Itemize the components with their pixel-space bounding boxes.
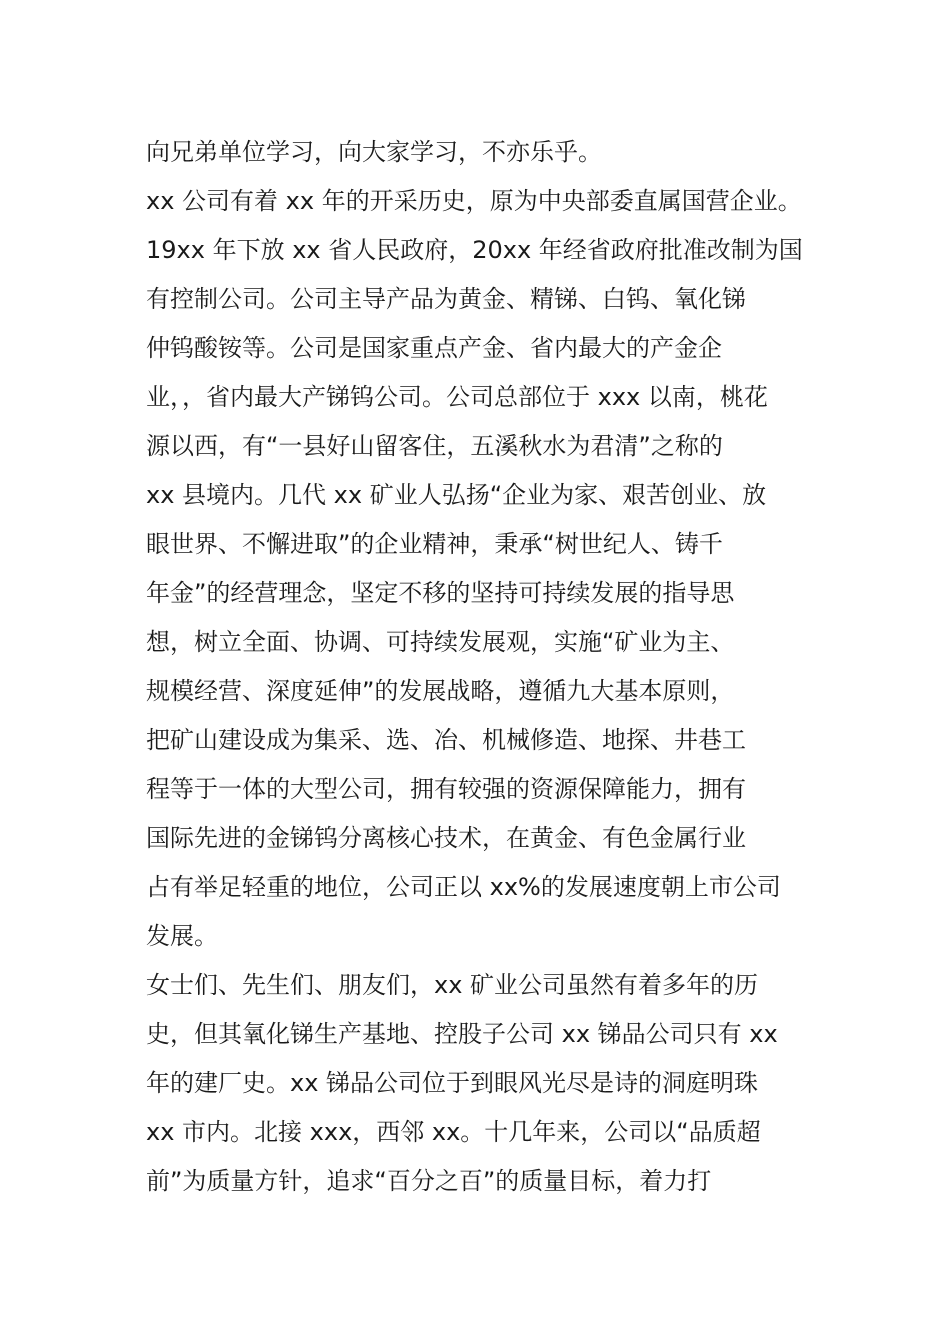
text-line: 向兄弟单位学习，向大家学习，不亦乐乎。 xyxy=(146,138,602,166)
text-line: 程等于一体的大型公司，拥有较强的资源保障能力，拥有 xyxy=(146,775,746,803)
text-line: 想，树立全面、协调、可持续发展观，实施“矿业为主、 xyxy=(146,628,735,656)
text-line: 年金”的经营理念，坚定不移的坚持可持续发展的指导思 xyxy=(146,579,735,607)
text-line: 占有举足轻重的地位，公司正以 xx%的发展速度朝上市公司 xyxy=(146,873,781,901)
text-line: xx 市内。北接 xxx，西邻 xx。十几年来，公司以“品质超 xyxy=(146,1118,761,1146)
text-line: xx 公司有着 xx 年的开采历史，原为中央部委直属国营企业。 xyxy=(146,187,802,215)
text-line: 国际先进的金锑钨分离核心技术，在黄金、有色金属行业 xyxy=(146,824,746,852)
text-line: 规模经营、深度延伸”的发展战略，遵循九大基本原则， xyxy=(146,677,735,705)
text-line: 史，但其氧化锑生产基地、控股子公司 xx 锑品公司只有 xx xyxy=(146,1020,778,1048)
text-line: 有控制公司。公司主导产品为黄金、精锑、白钨、氧化锑 xyxy=(146,285,746,313)
text-line: xx 县境内。几代 xx 矿业人弘扬“企业为家、艰苦创业、放 xyxy=(146,481,767,509)
text-line: 年的建厂史。xx 锑品公司位于到眼风光尽是诗的洞庭明珠 xyxy=(146,1069,759,1097)
text-line: 女士们、先生们、朋友们，xx 矿业公司虽然有着多年的历 xyxy=(146,971,759,999)
text-line: 19xx 年下放 xx 省人民政府，20xx 年经省政府批准改制为国 xyxy=(146,236,803,264)
text-line: 眼世界、不懈进取”的企业精神，秉承“树世纪人、铸千 xyxy=(146,530,723,558)
body-text xyxy=(146,128,826,1206)
text-line: 仲钨酸铵等。公司是国家重点产金、省内最大的产金企 xyxy=(146,334,722,362)
text-line: 业，，省内最大产锑钨公司。公司总部位于 xxx 以南，桃花 xyxy=(146,383,768,411)
text-line: 前”为质量方针，追求“百分之百”的质量目标，着力打 xyxy=(146,1167,712,1195)
text-line: 把矿山建设成为集采、选、冶、机械修造、地探、井巷工 xyxy=(146,726,746,754)
text-line: 发展。 xyxy=(146,922,218,950)
text-line: 源以西，有“一县好山留客住，五溪秋水为君清”之称的 xyxy=(146,432,723,460)
